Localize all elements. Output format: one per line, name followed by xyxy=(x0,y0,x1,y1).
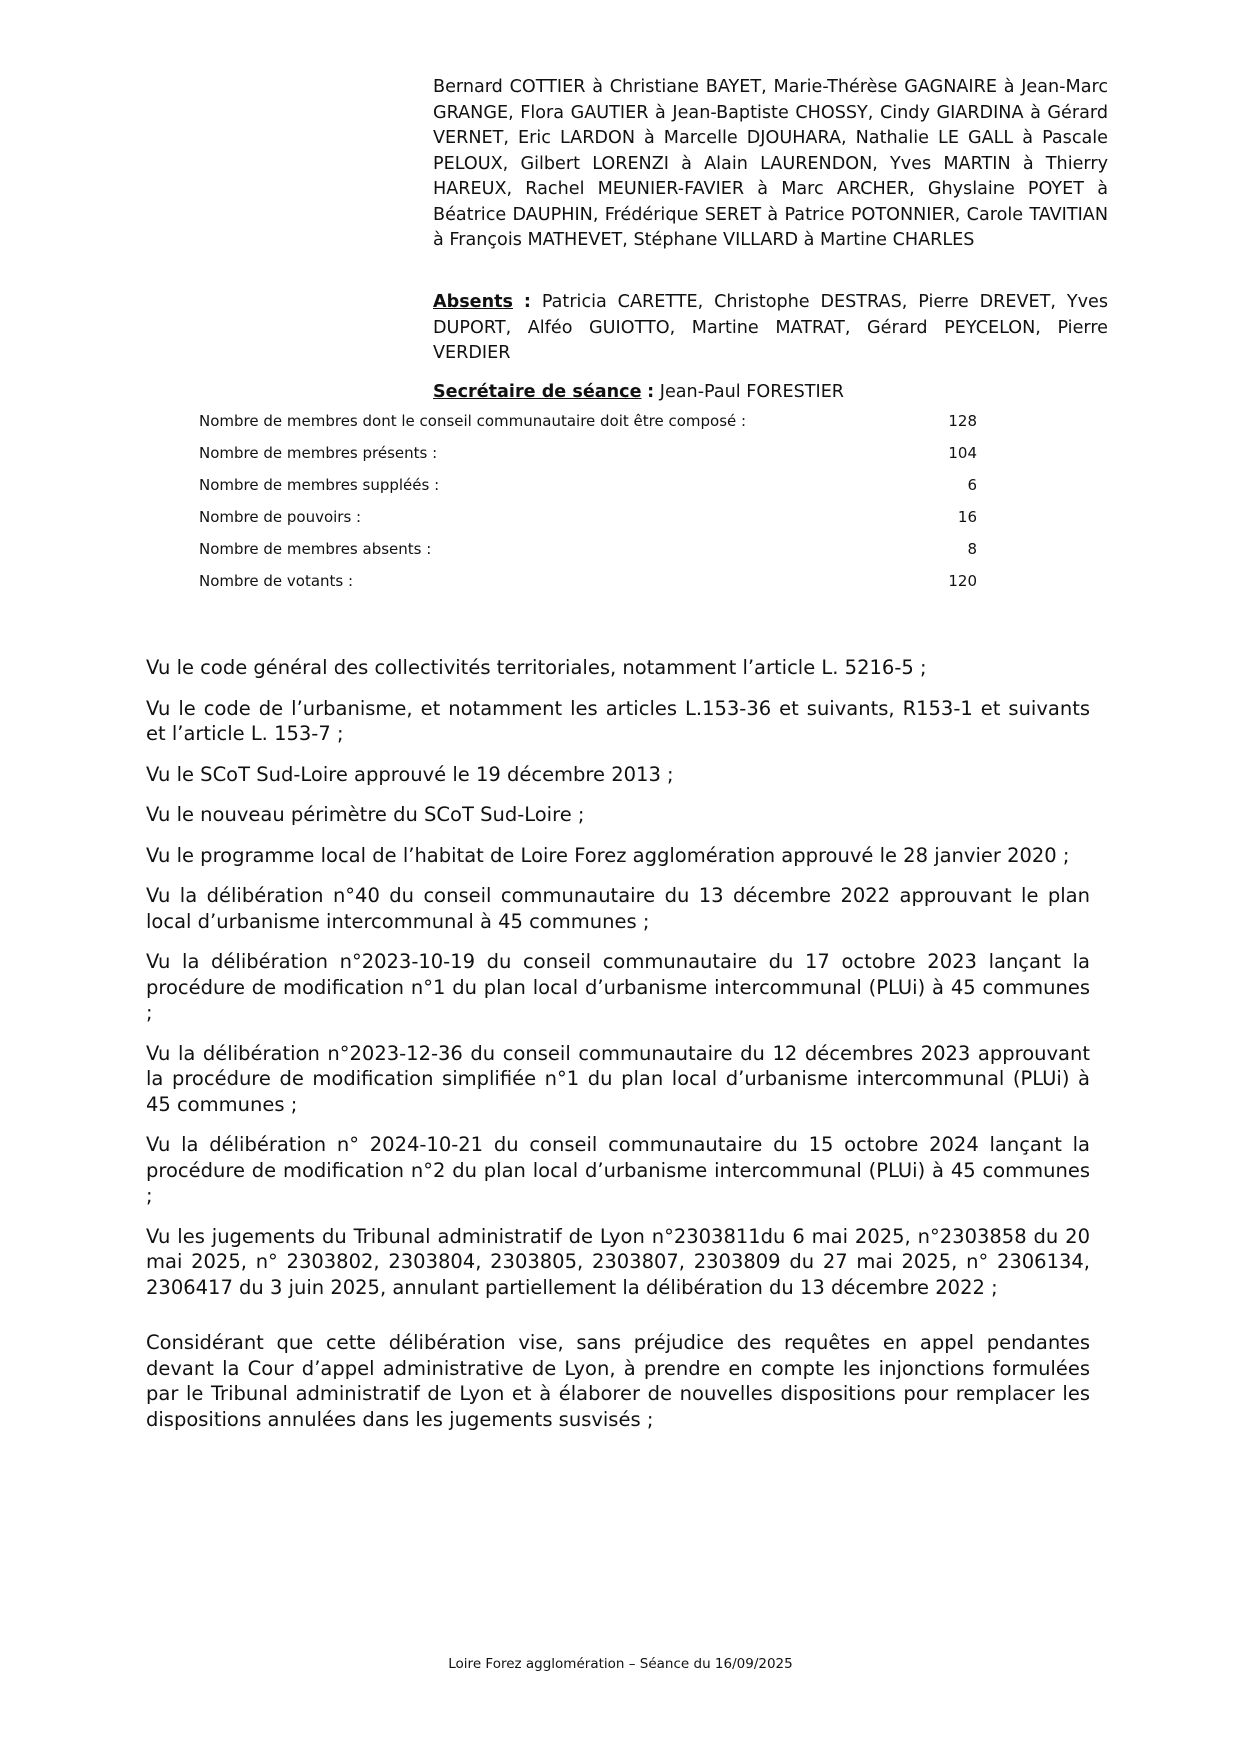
secretary-name: Jean-Paul FORESTIER xyxy=(659,382,845,402)
stat-value: 16 xyxy=(957,508,977,526)
secretary-label: Secrétaire de séance xyxy=(433,382,642,402)
considerant-paragraph: Considérant que cette délibération vise, sans préjudice des requêtes en appel pendantes devant la Cour d’appel administrative de Lyon, à prendre en compte les injonctions formulées par le Tribunal administratif de Lyon et à élaborer de nouvelles dispositions pour remplacer les dispositions annulées dans les jugements susvisés ; xyxy=(146,1331,1090,1431)
stat-label: Nombre de membres absents : xyxy=(199,540,432,558)
stat-value: 120 xyxy=(948,572,977,590)
absents-label: Absents xyxy=(433,292,514,312)
stat-value: 6 xyxy=(967,476,977,494)
vu-paragraph: Vu la délibération n° 2024-10-21 du conseil communautaire du 15 octobre 2024 lançant la procédure de modification n°2 du plan local d’urbanisme intercommunal (PLUi) à 45 communes ; xyxy=(146,1133,1090,1207)
stat-label: Nombre de membres suppléés : xyxy=(199,476,440,494)
vu-paragraph: Vu le programme local de l’habitat de Loire Forez agglomération approuvé le 28 janvier 2020 ; xyxy=(146,843,1070,867)
vu-paragraphs xyxy=(146,655,1090,1447)
page-footer: Loire Forez agglomération – Séance du 16/09/2025 xyxy=(448,1656,793,1672)
vu-paragraph: Vu la délibération n°2023-10-19 du conseil communautaire du 17 octobre 2023 lançant la procédure de modification n°1 du plan local d’urbanisme intercommunal (PLUi) à 45 communes ; xyxy=(146,950,1090,1024)
vu-paragraph: Vu le code général des collectivités territoriales, notamment l’article L. 5216-5 ; xyxy=(146,656,927,679)
stat-row xyxy=(199,411,977,443)
vu-paragraph: Vu les jugements du Tribunal administratif de Lyon n°2303811du 6 mai 2025, n°2303858 du 20 mai 2025, n° 2303802, 2303804, 2303805, 2303807, 2303809 du 27 mai 2025, n° 2306134, 2306417 du 3 juin 2025, annulant partiellement la délibération du 13 décembre 2022 ; xyxy=(146,1224,1090,1299)
stat-value: 104 xyxy=(948,444,977,462)
stat-value: 8 xyxy=(967,540,977,558)
stat-value: 128 xyxy=(948,412,977,430)
stat-row xyxy=(199,507,977,539)
vu-paragraph: Vu le SCoT Sud-Loire approuvé le 19 décembre 2013 ; xyxy=(146,762,674,786)
vu-paragraph: Vu le nouveau périmètre du SCoT Sud-Loire ; xyxy=(146,803,585,826)
stat-row xyxy=(199,443,977,475)
stat-label: Nombre de membres dont le conseil communautaire doit être composé : xyxy=(199,412,747,430)
vu-paragraph: Vu la délibération n°40 du conseil communautaire du 13 décembre 2022 approuvant le plan local d’urbanisme intercommunal à 45 communes ; xyxy=(146,884,1090,933)
stat-label: Nombre de pouvoirs : xyxy=(199,508,362,526)
vu-paragraph: Vu la délibération n°2023-12-36 du conseil communautaire du 12 décembres 2023 approuvant la procédure de modification simplifiée n°1 du plan local d’urbanisme intercommunal (PLUi) à 45 communes ; xyxy=(146,1041,1090,1116)
absents-names: Patricia CARETTE, Christophe DESTRAS, Pierre DREVET, Yves DUPORT, Alféo GUIOTTO, Martine MATRAT, Gérard PEYCELON, Pierre VERDIER xyxy=(433,292,1109,363)
members-stats-table xyxy=(199,411,977,603)
proxies-paragraph: Bernard COTTIER à Christiane BAYET, Marie-Thérèse GAGNAIRE à Jean-Marc GRANGE, Flora GAUTIER à Jean-Baptiste CHOSSY, Cindy GIARDINA à Gérard VERNET, Eric LARDON à Marcelle DJOUHARA, Nathalie LE GALL à Pascale PELOUX, Gilbert LORENZI à Alain LAURENDON, Yves MARTIN à Thierry HAREUX, Rachel MEUNIER-FAVIER à Marc ARCHER, Ghyslaine POYET à Béatrice DAUPHIN, Frédérique SERET à Patrice POTONNIER, Carole TAVITIAN à François MATHEVET, Stéphane VILLARD à Martine CHARLES xyxy=(433,77,1108,250)
stat-row xyxy=(199,539,977,571)
secretary-line xyxy=(433,380,1108,406)
stat-row xyxy=(199,475,977,507)
absents-colon: : xyxy=(523,292,531,312)
vu-paragraph: Vu le code de l’urbanisme, et notamment les articles L.153-36 et suivants, R153-1 et suivants et l’article L. 153-7 ; xyxy=(146,696,1090,745)
stat-label: Nombre de votants : xyxy=(199,572,354,590)
secretary-colon: : xyxy=(647,382,655,402)
stat-row xyxy=(199,571,977,603)
absents-paragraph xyxy=(433,290,1108,367)
stat-label: Nombre de membres présents : xyxy=(199,444,438,462)
